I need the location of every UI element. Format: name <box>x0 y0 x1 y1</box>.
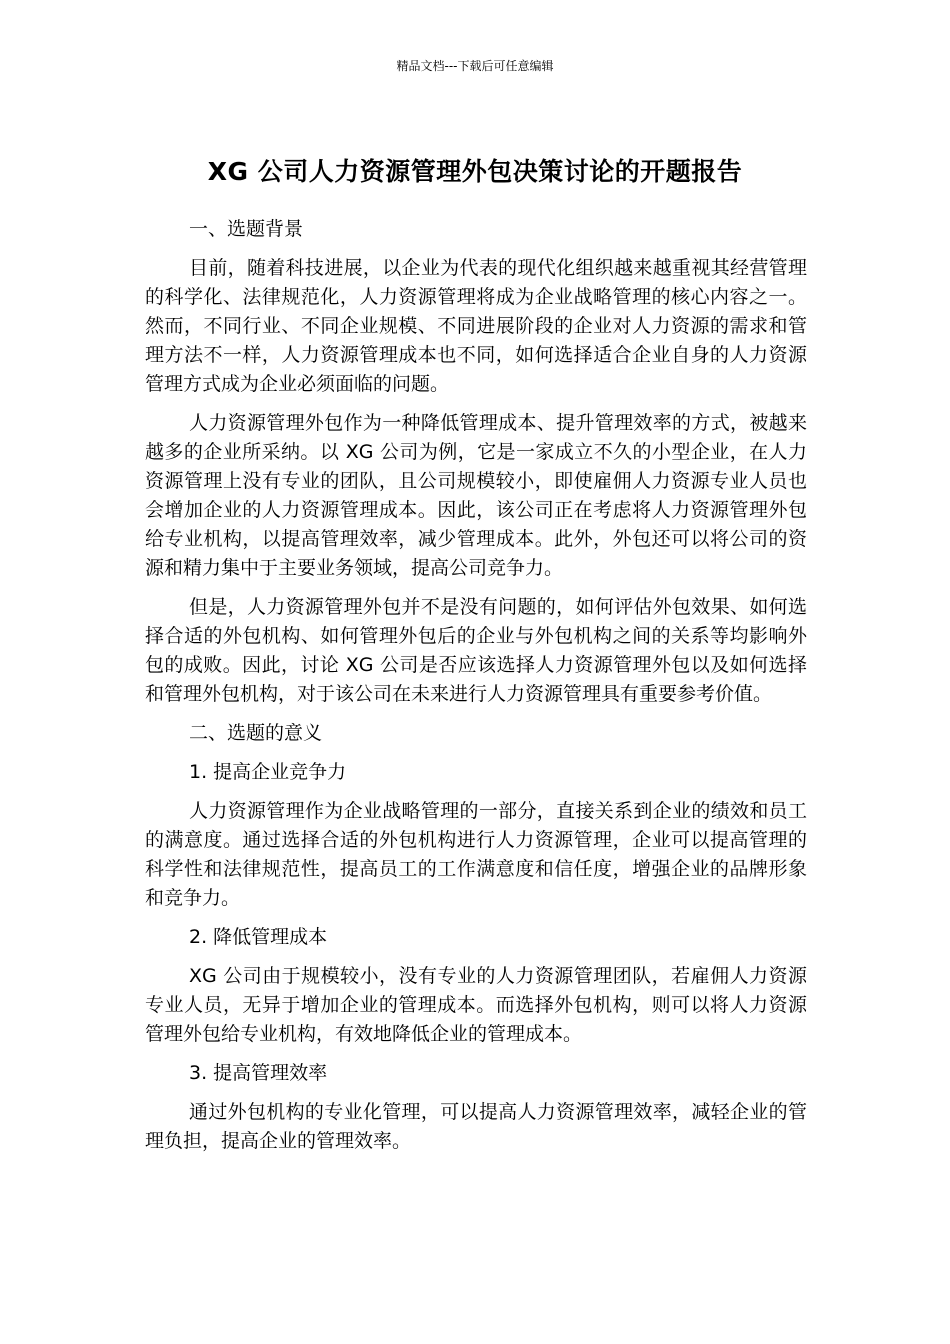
section-heading-significance: 二、选题的意义 <box>189 722 323 744</box>
cost-paragraph: XG 公司由于规模较小，没有专业的人力资源管理团队，若雇佣人力资源专业人员，无异于增加企业的管理成本。而选择外包机构，则可以将人力资源管理外包给专业机构，有效地降低企业的管理成本。 <box>145 965 807 1045</box>
header-note: 精品文档---下载后可任意编辑 <box>396 59 554 73</box>
subheading-efficiency: 3. 提高管理效率 <box>189 1062 328 1084</box>
background-paragraph-2: 人力资源管理外包作为一种降低管理成本、提升管理效率的方式，被越来越多的企业所采纳。以 XG 公司为例，它是一家成立不久的小型企业，在人力资源管理上没有专业的团队，且公司规模较小，即使雇佣人力资源专业人员也会增加企业的人力资源管理成本。因此，该公司正在考虑将人力资源管理外包给专业机构，以提高管理效率，减少管理成本。此外，外包还可以将公司的资源和精力集中于主要业务领域，提高公司竞争力。 <box>145 412 807 579</box>
document-body <box>145 215 807 1166</box>
competitiveness-paragraph: 人力资源管理作为企业战略管理的一部分，直接关系到企业的绩效和员工的满意度。通过选择合适的外包机构进行人力资源管理，企业可以提高管理的科学性和法律规范性，提高员工的工作满意度和信任度，增强企业的品牌形象和竞争力。 <box>145 800 807 909</box>
subheading-competitiveness: 1. 提高企业竞争力 <box>189 761 347 783</box>
background-paragraph-1: 目前，随着科技进展，以企业为代表的现代化组织越来越重视其经营管理的科学化、法律规范化，人力资源管理将成为企业战略管理的核心内容之一。然而，不同行业、不同企业规模、不同进展阶段的企业对人力资源的需求和管理方法不一样，人力资源管理成本也不同，如何选择适合企业自身的人力资源管理方式成为企业必须面临的问题。 <box>145 257 807 395</box>
section-heading-background: 一、选题背景 <box>189 218 304 240</box>
background-paragraph-3: 但是，人力资源管理外包并不是没有问题的，如何评估外包效果、如何选择合适的外包机构、如何管理外包后的企业与外包机构之间的关系等均影响外包的成败。因此，讨论 XG 公司是否应该选择人力资源管理外包以及如何选择和管理外包机构，对于该公司在未来进行人力资源管理具有重要参考价值。 <box>145 596 807 705</box>
subheading-cost: 2. 降低管理成本 <box>189 926 328 948</box>
efficiency-paragraph: 通过外包机构的专业化管理，可以提高人力资源管理效率，减轻企业的管理负担，提高企业的管理效率。 <box>145 1101 807 1152</box>
document-title: XG 公司人力资源管理外包决策讨论的开题报告 <box>207 156 743 186</box>
